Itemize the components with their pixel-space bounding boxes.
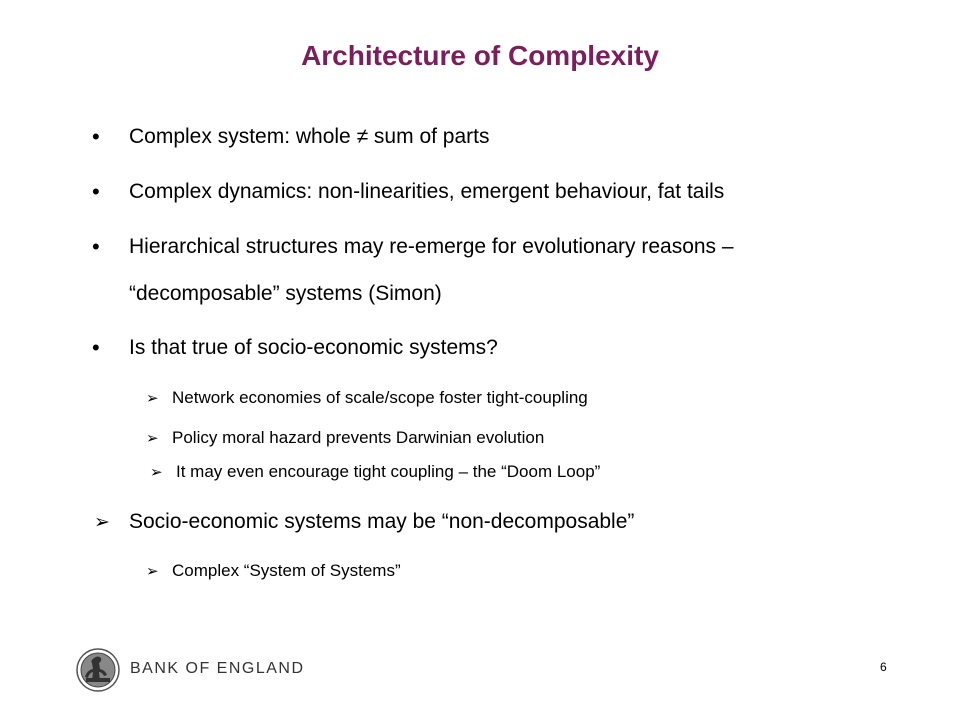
sub-bullet-4-3 <box>150 462 601 482</box>
arrow-bullet-icon: ➢ <box>150 464 163 481</box>
bullet-1-text: Complex system: whole ≠ sum of parts <box>129 125 490 148</box>
bullet-marker: • <box>92 335 100 360</box>
sub-bullet-5-1 <box>146 561 401 581</box>
bullet-3 <box>92 234 734 259</box>
bullet-2 <box>92 179 725 204</box>
sub-bullet-4-1-text: Network economies of scale/scope foster tight-coupling <box>172 388 588 407</box>
bullet-5-text: Socio-economic systems may be “non-decomposable” <box>129 510 635 533</box>
arrow-bullet-icon: ➢ <box>146 430 159 447</box>
bank-of-england-brand: BANK OF ENGLAND <box>130 660 305 677</box>
bullet-3-text-line-1: Hierarchical structures may re-emerge for evolutionary reasons – <box>129 235 734 258</box>
sub-bullet-4-2-text: Policy moral hazard prevents Darwinian evolution <box>172 428 545 447</box>
bullet-4 <box>92 335 498 360</box>
britannia-seal-icon <box>76 648 120 692</box>
bullet-marker: • <box>92 124 100 149</box>
arrow-bullet-icon: ➢ <box>146 390 159 407</box>
sub-bullet-4-2 <box>146 428 545 448</box>
page-number: 6 <box>880 660 887 674</box>
sub-bullet-4-1 <box>146 388 588 408</box>
sub-bullet-4-3-text: It may even encourage tight coupling – the “Doom Loop” <box>176 462 601 481</box>
bullet-5 <box>94 510 635 534</box>
arrow-bullet-icon: ➢ <box>146 563 159 580</box>
bullet-1 <box>92 124 490 149</box>
bullet-marker: • <box>92 234 100 259</box>
bullet-3-continuation <box>129 282 442 306</box>
bullet-2-text: Complex dynamics: non-linearities, emergent behaviour, fat tails <box>129 180 725 203</box>
bullet-marker: • <box>92 179 100 204</box>
sub-bullet-5-1-text: Complex “System of Systems” <box>172 561 401 580</box>
slide-title: Architecture of Complexity <box>301 40 659 71</box>
arrow-bullet-icon: ➢ <box>94 512 110 533</box>
bullet-3-text-line-2: “decomposable” systems (Simon) <box>129 282 442 305</box>
bullet-4-text: Is that true of socio-economic systems? <box>129 336 498 359</box>
